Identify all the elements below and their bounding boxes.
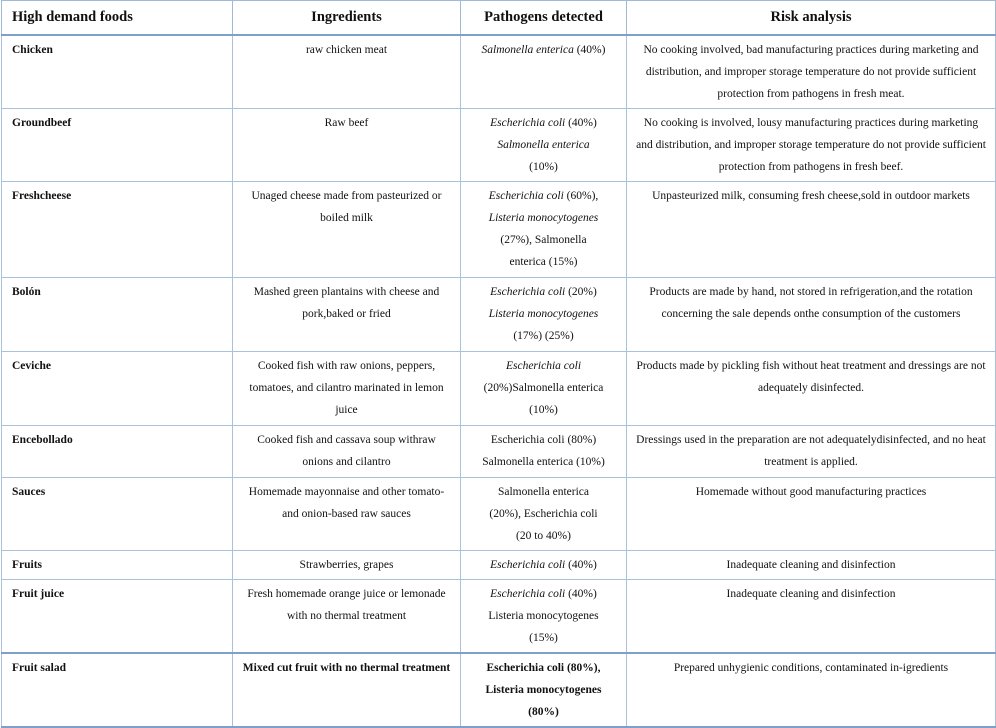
pathogen-name: Escherichia coli [505, 360, 582, 372]
table-row [2, 478, 996, 551]
cell-ingredients: Strawberries, grapes [233, 551, 461, 580]
cell-risk: No cooking is involved, lousy manufacturing practices during marketing and distribution, and improper storage temperature do not provide sufficient protection from pathogens in fresh beef. [627, 109, 996, 182]
cell-food: Encebollado [2, 426, 233, 478]
table-body [2, 35, 996, 727]
table-row [2, 426, 996, 478]
cell-food: Fruits [2, 551, 233, 580]
header-pathogens: Pathogens detected [461, 1, 627, 36]
cell-ingredients: Cooked fish and cassava soup withraw onions and cilantro [233, 426, 461, 478]
cell-ingredients: Raw beef [233, 109, 461, 182]
table-row [2, 551, 996, 580]
cell-ingredients: Cooked fish with raw onions, peppers, tomatoes, and cilantro marinated in lemon juice [233, 352, 461, 426]
cell-risk: No cooking involved, bad manufacturing practices during marketing and distribution, and improper storage temperature do not provide sufficient protection from pathogens in fresh meat. [627, 35, 996, 109]
cell-risk: Prepared unhygienic conditions, contaminated in-igredients [627, 653, 996, 727]
cell-food: Fruit salad [2, 653, 233, 727]
cell-risk: Inadequate cleaning and disinfection [627, 551, 996, 580]
cell-pathogens: Escherichia coli (20%) Listeria monocytogenes (17%) (25%) [461, 278, 627, 352]
pathogen-name: Listeria monocytogenes [488, 212, 599, 224]
cell-ingredients: raw chicken meat [233, 35, 461, 109]
cell-food: Ceviche [2, 352, 233, 426]
pathogen-name: Salmonella enterica [497, 139, 590, 151]
cell-risk: Dressings used in the preparation are not adequatelydisinfected, and no heat treatment is applied. [627, 426, 996, 478]
cell-pathogens: Escherichia coli (80%) Salmonella enterica (10%) [461, 426, 627, 478]
cell-pathogens: Salmonella enterica (20%), Escherichia coli (20 to 40%) [461, 478, 627, 551]
cell-food: Chicken [2, 35, 233, 109]
header-row [2, 1, 996, 36]
cell-ingredients: Fresh homemade orange juice or lemonade with no thermal treatment [233, 580, 461, 654]
table-row [2, 109, 996, 182]
cell-ingredients: Mashed green plantains with cheese and pork,baked or fried [233, 278, 461, 352]
cell-pathogens: Salmonella enterica (40%) [461, 35, 627, 109]
pathogen-name: Escherichia coli [490, 559, 566, 571]
table-container [1, 0, 995, 718]
cell-ingredients: Mixed cut fruit with no thermal treatment [233, 653, 461, 727]
cell-food: Groundbeef [2, 109, 233, 182]
food-pathogen-table [1, 0, 996, 728]
pathogen-name: Escherichia coli [488, 190, 564, 202]
cell-risk: Inadequate cleaning and disinfection [627, 580, 996, 654]
table-row [2, 35, 996, 109]
cell-risk: Homemade without good manufacturing practices [627, 478, 996, 551]
cell-risk: Products made by pickling fish without heat treatment and dressings are not adequately disinfected. [627, 352, 996, 426]
table-row [2, 278, 996, 352]
header-ingredients: Ingredients [233, 1, 461, 36]
pathogen-name: Escherichia coli [490, 286, 566, 298]
table-row [2, 352, 996, 426]
cell-food: Sauces [2, 478, 233, 551]
header-foods: High demand foods [2, 1, 233, 36]
cell-ingredients: Unaged cheese made from pasteurized or boiled milk [233, 182, 461, 278]
cell-pathogens: Escherichia coli (40%) [461, 551, 627, 580]
pathogen-name: Listeria monocytogenes [488, 308, 599, 320]
cell-pathogens: Escherichia coli (60%), Listeria monocytogenes (27%), Salmonella enterica (15%) [461, 182, 627, 278]
header-risk: Risk analysis [627, 1, 996, 36]
table-row [2, 580, 996, 654]
table-row [2, 653, 996, 727]
cell-food: Freshcheese [2, 182, 233, 278]
pathogen-name: Salmonella enterica [481, 44, 574, 56]
cell-pathogens: Escherichia coli (40%) Salmonella enterica (10%) [461, 109, 627, 182]
table-row [2, 182, 996, 278]
cell-pathogens: Escherichia coli (80%), Listeria monocytogenes (80%) [461, 653, 627, 727]
cell-pathogens: Escherichia coli (40%) Listeria monocytogenes (15%) [461, 580, 627, 654]
cell-risk: Products are made by hand, not stored in refrigeration,and the rotation concerning the sale depends onthe consumption of the customers [627, 278, 996, 352]
cell-food: Bolón [2, 278, 233, 352]
cell-food: Fruit juice [2, 580, 233, 654]
pathogen-name: Escherichia coli [490, 588, 566, 600]
cell-pathogens: Escherichia coli (20%)Salmonella enterica (10%) [461, 352, 627, 426]
pathogen-name: Escherichia coli [490, 117, 566, 129]
cell-risk: Unpasteurized milk, consuming fresh cheese,sold in outdoor markets [627, 182, 996, 278]
cell-ingredients: Homemade mayonnaise and other tomato- and onion-based raw sauces [233, 478, 461, 551]
